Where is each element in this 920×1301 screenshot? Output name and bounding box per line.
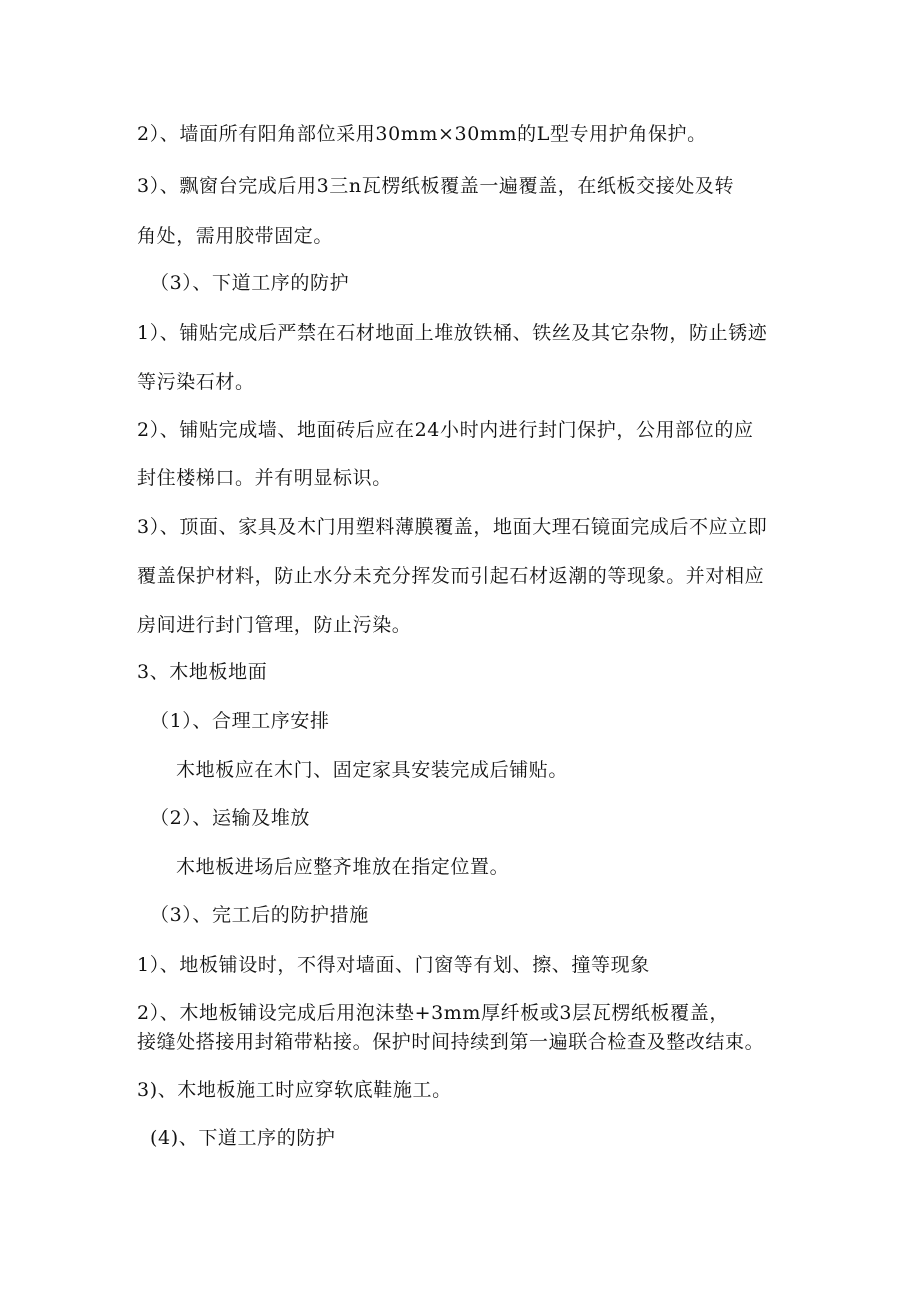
paragraph-line: 1）、铺贴完成后严禁在石材地面上堆放铁桶、铁丝及其它杂物，防止锈迹 xyxy=(137,322,768,344)
paragraph-line: 2）、铺贴完成墙、地面砖后应在24小时内进行封门保护，公用部位的应 xyxy=(137,419,754,441)
paragraph-line: 2）、木地板铺设完成后用泡沫垫+3mm厚纤板或3层瓦楞纸板覆盖， xyxy=(137,1002,729,1024)
subsection-heading: （1）、合理工序安排 xyxy=(150,710,330,732)
paragraph-line: 3）、顶面、家具及木门用塑料薄膜覆盖，地面大理石镜面完成后不应立即 xyxy=(137,516,768,538)
paragraph-line: 封住楼梯口。并有明显标识。 xyxy=(137,467,392,489)
section-heading: （3）、下道工序的防护 xyxy=(150,272,350,294)
paragraph-line: 房间进行封门管理，防止污染。 xyxy=(137,614,412,636)
subsection-heading: （3）、完工后的防护措施 xyxy=(150,904,369,926)
paragraph-line: 接缝处搭接用封箱带粘接。保护时间持续到第一遍联合检查及整改结束。 xyxy=(137,1031,765,1053)
paragraph-line: 覆盖保护材料，防止水分未充分挥发而引起石材返潮的等现象。并对相应 xyxy=(137,565,765,587)
paragraph-line: 2）、墙面所有阳角部位采用30mm×30mm的L型专用护角保护。 xyxy=(137,123,707,145)
paragraph-line: 3）、飘窗台完成后用3三n瓦楞纸板覆盖一遍覆盖，在纸板交接处及转 xyxy=(137,175,735,197)
paragraph-line: 1）、地板铺设时，不得对墙面、门窗等有划、擦、撞等现象 xyxy=(137,954,650,976)
paragraph-line: 角处，需用胶带固定。 xyxy=(137,225,334,247)
paragraph-line: 木地板应在木门、固定家具安装完成后铺贴。 xyxy=(176,759,569,781)
paragraph-line: 等污染石材。 xyxy=(137,371,255,393)
section-heading: 3、木地板地面 xyxy=(137,661,268,683)
subsection-heading: (4)、下道工序的防护 xyxy=(150,1127,336,1149)
paragraph-line: 3)、木地板施工时应穿软底鞋施工。 xyxy=(137,1079,452,1101)
paragraph-line: 木地板进场后应整齐堆放在指定位置。 xyxy=(176,856,510,878)
subsection-heading: （2）、运输及堆放 xyxy=(150,807,310,829)
